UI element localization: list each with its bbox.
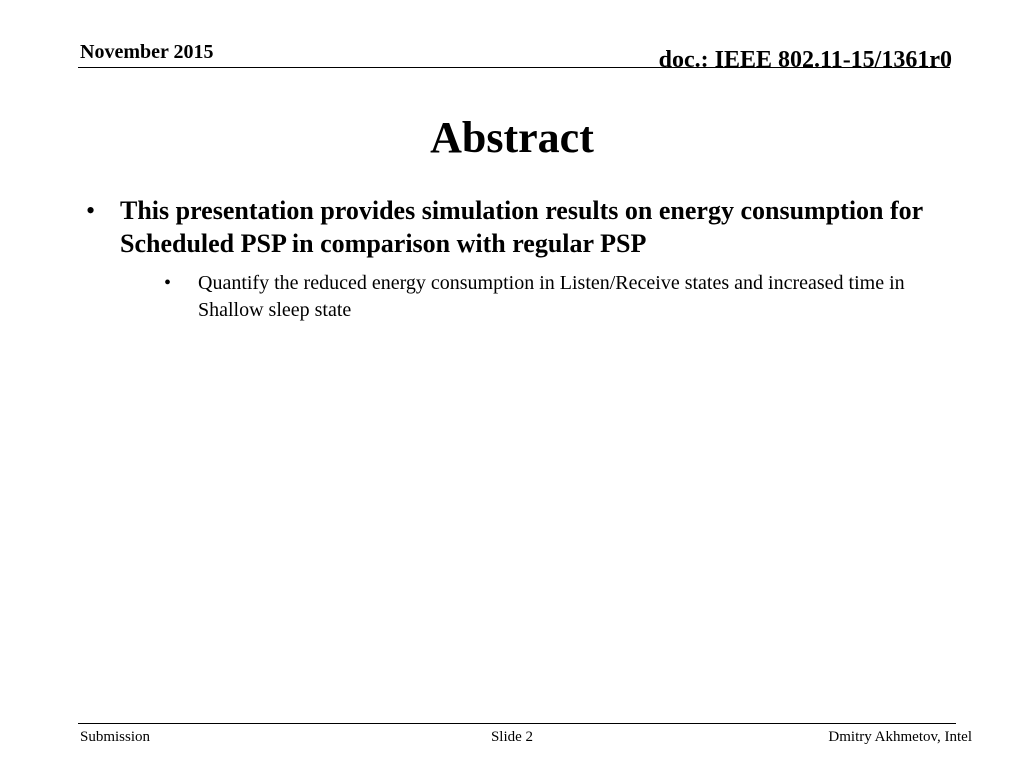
bullet-text: This presentation provides simulation results on energy consumption for Scheduled PSP in comparison with regular PSP [120,196,923,258]
bullet-list [86,194,976,324]
bullet-icon: • [86,196,96,225]
sub-bullet-icon: • [164,272,172,294]
footer-slide-number: Slide 2 [490,729,534,745]
sub-bullet-item [154,270,948,324]
header-document-id: doc.: IEEE 802.11-15/1361r0 [658,47,952,73]
bullet-item [86,194,976,324]
header-date: November 2015 [80,41,214,63]
footer-author: Dmitry Akhmetov, Intel [828,729,972,745]
header-divider [78,67,950,68]
footer-divider [78,723,956,724]
slide-title: Abstract [430,113,594,162]
sub-bullet-list [120,270,976,324]
sub-bullet-text: Quantify the reduced energy consumption in Listen/Receive states and increased time in Shallow sleep state [198,272,905,321]
footer-submission: Submission [80,729,151,745]
